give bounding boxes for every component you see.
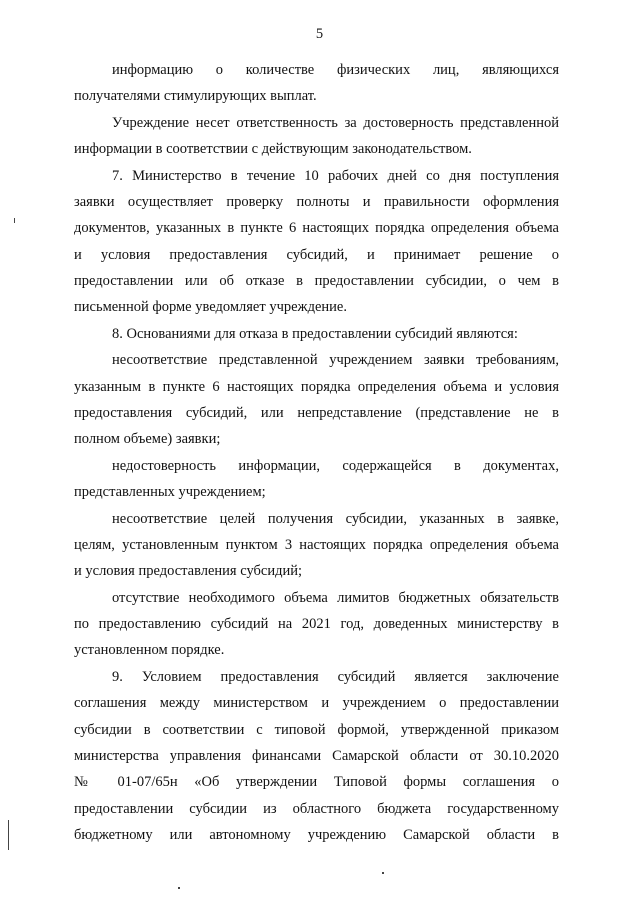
text-line: № 01-07/65н «Об утверждении Типовой формы соглашения о [74, 774, 559, 790]
text-line: получателями стимулирующих выплат. [74, 88, 317, 104]
scan-mark [8, 820, 9, 850]
text-line: по предоставлению субсидий на 2021 год, доведенных министерству в [74, 616, 559, 632]
text-line: 7. Министерство в течение 10 рабочих дней со дня поступления [112, 168, 559, 184]
text-line: и условия предоставления субсидий; [74, 563, 303, 579]
text-line: представленных учреждением; [74, 484, 266, 500]
text-line: недостоверность информации, содержащейся в документах, [112, 458, 559, 474]
text-line: информацию о количестве физических лиц, являющихся [112, 62, 559, 78]
text-line: полном объеме) заявки; [74, 431, 221, 447]
text-line: письменной форме уведомляет учреждение. [74, 299, 347, 315]
text-line: информации в соответствии с действующим законодательством. [74, 141, 472, 157]
page-number: 5 [315, 26, 324, 42]
text-line: предоставлении или об отказе в предоставлении субсидии, о чем в [74, 273, 559, 289]
text-line: 9. Условием предоставления субсидий является заключение [112, 669, 559, 685]
text-line: 8. Основаниями для отказа в предоставлении субсидий являются: [112, 326, 518, 342]
text-line: бюджетному или автономному учреждению Самарской области в [74, 827, 559, 843]
text-line: несоответствие представленной учреждением заявки требованиям, [112, 352, 559, 368]
text-line: предоставлении субсидии из областного бюджета государственному [74, 801, 559, 817]
text-line: соглашения между министерством и учреждением о предоставлении [74, 695, 559, 711]
text-line: целям, установленным пунктом 3 настоящих порядка определения объема [74, 537, 559, 553]
text-line: министерства управления финансами Самарской области от 30.10.2020 [74, 748, 559, 764]
text-line: субсидии в соответствии с типовой формой, утвержденной приказом [74, 722, 559, 738]
scan-mark [14, 218, 15, 223]
text-line: заявки осуществляет проверку полноты и правильности оформления [74, 194, 559, 210]
text-line: отсутствие необходимого объема лимитов бюджетных обязательств [112, 590, 559, 606]
text-line: указанным в пункте 6 настоящих порядка определения объема и условия [74, 379, 559, 395]
text-line: документов, указанных в пункте 6 настоящих порядка определения объема [74, 220, 559, 236]
text-line: предоставления субсидий, или непредставление (представление не в [74, 405, 559, 421]
text-line: и условия предоставления субсидий, и принимает решение о [74, 247, 559, 263]
text-line: Учреждение несет ответственность за достоверность представленной [112, 115, 559, 131]
scan-mark [382, 872, 384, 874]
text-line: несоответствие целей получения субсидии, указанных в заявке, [112, 511, 559, 527]
text-line: установленном порядке. [74, 642, 225, 658]
scan-mark [178, 887, 180, 889]
